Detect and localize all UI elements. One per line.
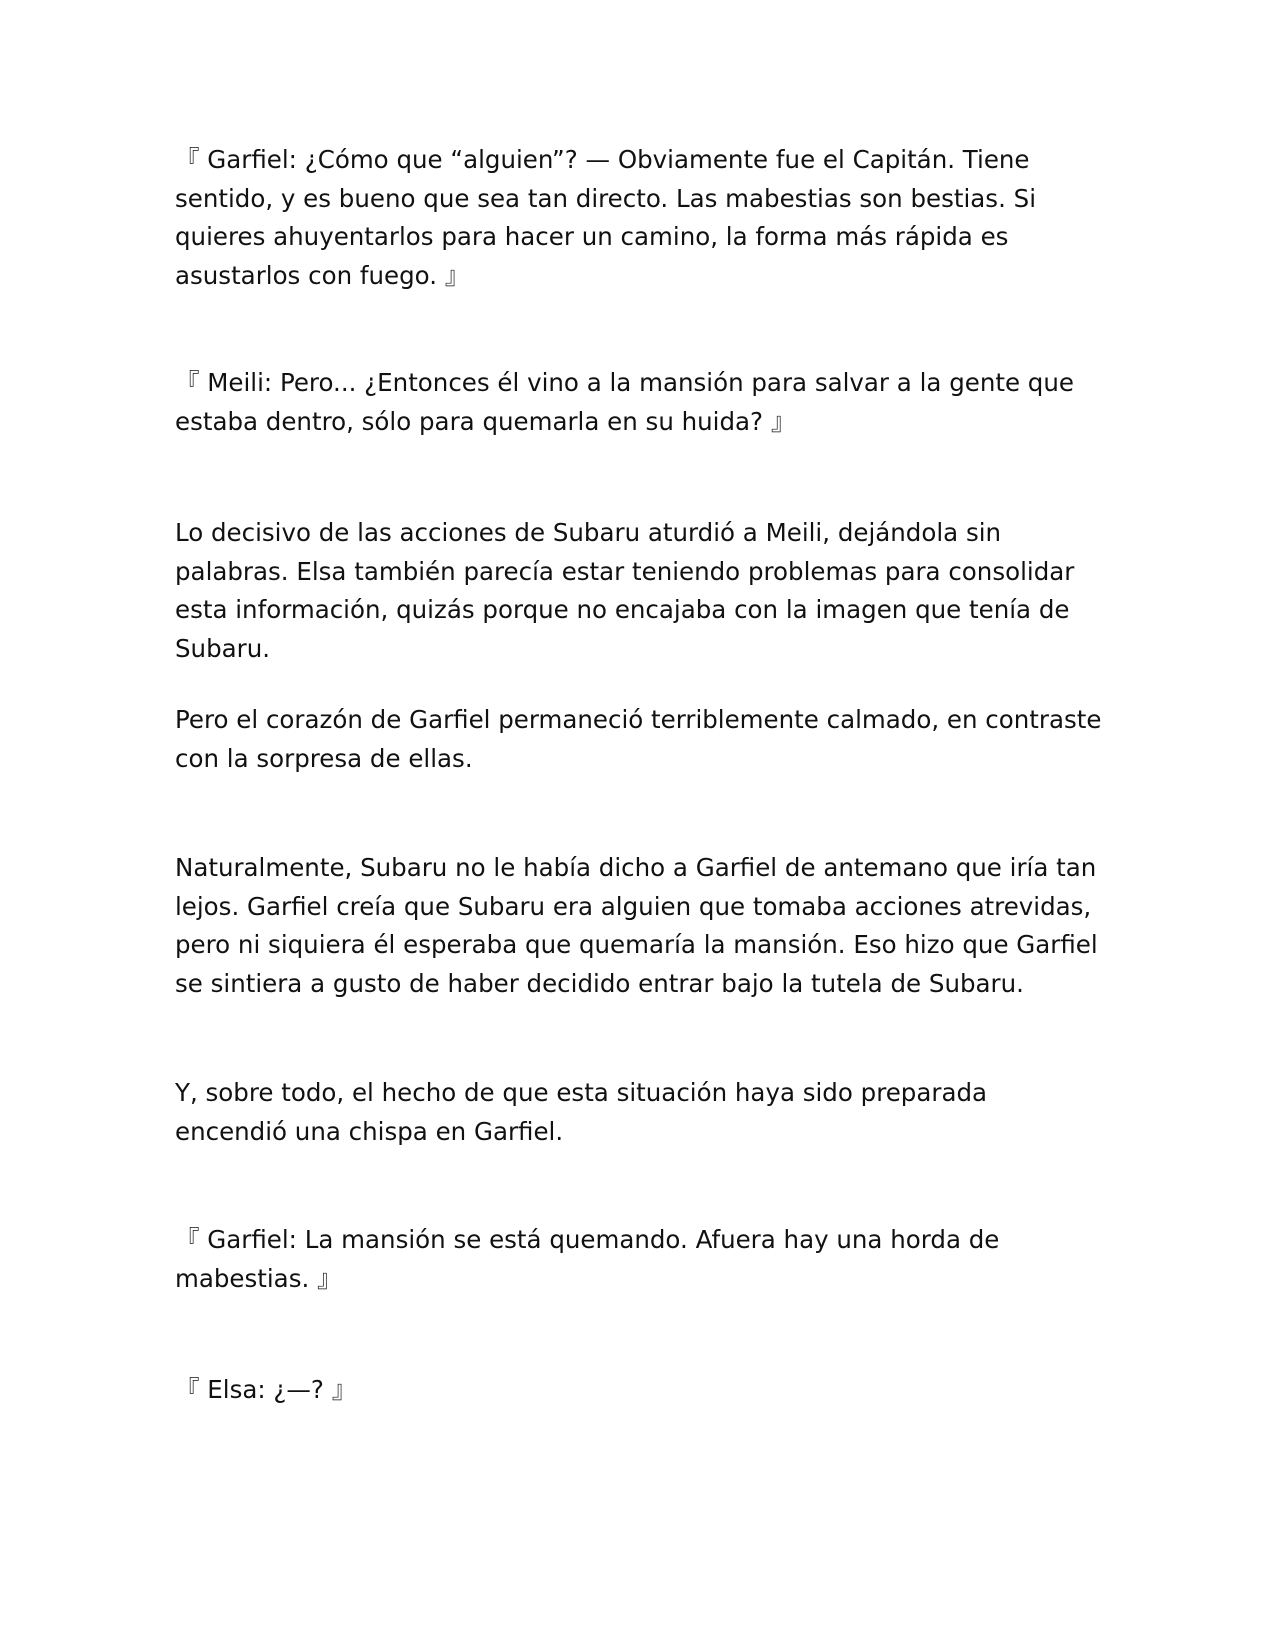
paragraph-garfiel-dialogue-1: 『 Garfiel: ¿Cómo que “alguien”? — Obviamente fue el Capitán. Tiene sentido, y es bueno que sea tan directo. Las mabestias son bestias. Si quieres ahuyentarlos para hacer un camino, la forma más rápida es asustarlos con fuego. 』 xyxy=(175,145,1044,290)
paragraph-garfiel-dialogue-2: 『 Garfiel: La mansión se está quemando. Afuera hay una horda de mabestias. 』 xyxy=(175,1225,1008,1293)
paragraph-meili-dialogue: 『 Meili: Pero... ¿Entonces él vino a la mansión para salvar a la gente que estaba dentro, sólo para quemarla en su huida? 』 xyxy=(175,368,1082,436)
paragraph-elsa-dialogue: 『 Elsa: ¿—? 』 xyxy=(175,1375,357,1404)
paragraph-narration-4: Y, sobre todo, el hecho de que esta situación haya sido preparada encendió una chispa en Garfiel. xyxy=(175,1078,995,1146)
paragraph-narration-1: Lo decisivo de las acciones de Subaru aturdió a Meili, dejándola sin palabras. Elsa también parecía estar teniendo problemas para consolidar esta información, quizás porque no encajaba con la imagen que tenía de Subaru. xyxy=(175,518,1083,663)
paragraph-narration-2: Pero el corazón de Garfiel permaneció terriblemente calmado, en contraste con la sorpresa de ellas. xyxy=(175,705,1110,773)
paragraph-narration-3: Naturalmente, Subaru no le había dicho a Garfiel de antemano que iría tan lejos. Garfiel creía que Subaru era alguien que tomaba acciones atrevidas, pero ni siquiera él esperaba que quemaría la mansión. Eso hizo que Garfiel se sintiera a gusto de haber decidido entrar bajo la tutela de Subaru. xyxy=(175,853,1106,998)
